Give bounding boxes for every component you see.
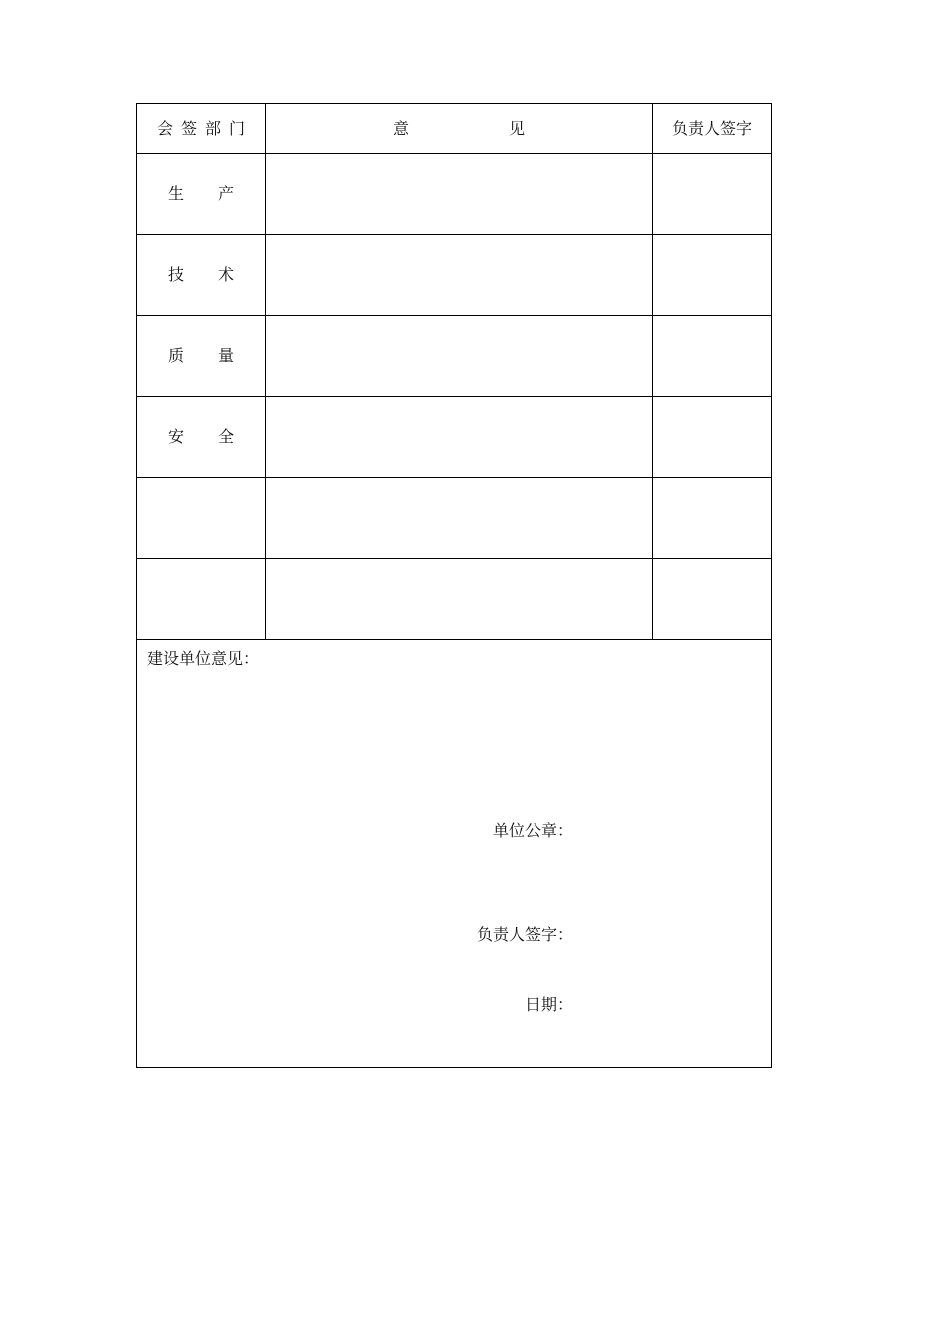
header-opinion-char-1: 意 bbox=[392, 118, 409, 138]
dept-cell[interactable] bbox=[137, 478, 266, 559]
dept-char-1: 技 bbox=[167, 265, 184, 284]
opinion-cell[interactable] bbox=[266, 154, 653, 235]
dept-cell[interactable] bbox=[137, 559, 266, 640]
owner-opinion-title: 建设单位意见： bbox=[147, 649, 260, 668]
dept-row-technology bbox=[137, 235, 772, 316]
dept-row-production bbox=[137, 154, 772, 235]
owner-signature-label: 负责人签字： bbox=[476, 925, 573, 944]
header-dept-label: 会签部门 bbox=[156, 118, 253, 138]
unit-seal-label: 单位公章： bbox=[492, 821, 573, 840]
date-label: 日期： bbox=[524, 995, 573, 1014]
opinion-cell[interactable] bbox=[266, 316, 653, 397]
dept-cell bbox=[137, 397, 266, 478]
dept-char-2: 量 bbox=[218, 346, 235, 365]
opinion-cell[interactable] bbox=[266, 397, 653, 478]
dept-row-quality bbox=[137, 316, 772, 397]
dept-row-safety bbox=[137, 397, 772, 478]
dept-char-1: 生 bbox=[167, 184, 184, 203]
header-dept-cell bbox=[137, 104, 266, 154]
signature-cell[interactable] bbox=[653, 397, 772, 478]
signature-cell[interactable] bbox=[653, 559, 772, 640]
dept-char-1: 安 bbox=[167, 427, 184, 446]
owner-opinion-cell[interactable] bbox=[137, 640, 772, 1068]
header-row bbox=[137, 104, 772, 154]
header-opinion-cell bbox=[266, 104, 653, 154]
header-opinion-char-2: 见 bbox=[509, 118, 526, 138]
dept-char-2: 产 bbox=[218, 184, 235, 203]
dept-char-2: 全 bbox=[218, 427, 235, 446]
signature-cell[interactable] bbox=[653, 478, 772, 559]
opinion-cell[interactable] bbox=[266, 235, 653, 316]
signature-cell[interactable] bbox=[653, 316, 772, 397]
countersign-form-table bbox=[136, 103, 772, 1068]
dept-cell bbox=[137, 316, 266, 397]
header-sign-cell bbox=[653, 104, 772, 154]
dept-cell bbox=[137, 154, 266, 235]
signature-cell[interactable] bbox=[653, 235, 772, 316]
dept-char-2: 术 bbox=[218, 265, 235, 284]
signature-cell[interactable] bbox=[653, 154, 772, 235]
dept-row-blank-1 bbox=[137, 478, 772, 559]
owner-opinion-row bbox=[137, 640, 772, 1068]
header-sign-label: 负责人签字 bbox=[671, 118, 752, 138]
dept-row-blank-2 bbox=[137, 559, 772, 640]
opinion-cell[interactable] bbox=[266, 478, 653, 559]
dept-char-1: 质 bbox=[167, 346, 184, 365]
opinion-cell[interactable] bbox=[266, 559, 653, 640]
dept-cell bbox=[137, 235, 266, 316]
